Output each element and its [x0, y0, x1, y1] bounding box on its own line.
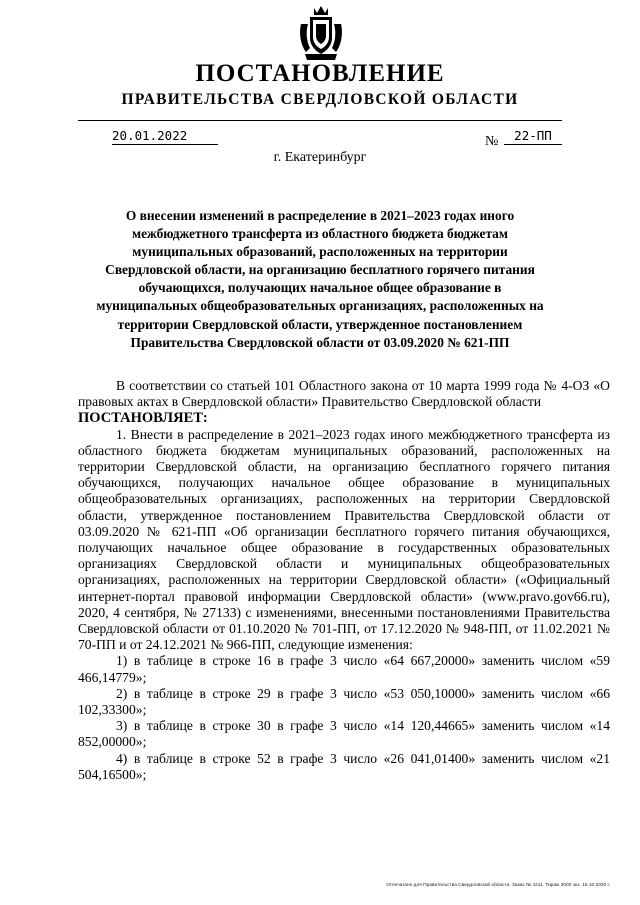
list-item: 3) в таблице в строке 30 в графе 3 число «14 120,44665» заменить числом «14 852,00000»; [78, 718, 610, 750]
issuer-title: ПРАВИТЕЛЬСТВА СВЕРДЛОВСКОЙ ОБЛАСТИ [121, 91, 519, 108]
sverdlovsk-coat-of-arms-icon [297, 4, 345, 64]
list-item: 1) в таблице в строке 16 в графе 3 число «64 667,20000» заменить числом «59 466,14779»; [78, 653, 610, 685]
resolves-heading: ПОСТАНОВЛЯЕТ: [78, 410, 208, 427]
number-label: № [485, 134, 499, 149]
document-number: 22-ПП [504, 128, 562, 145]
preamble: В соответствии со статьей 101 Областного закона от 10 марта 1999 года № 4-ОЗ «О правовых актах в Свердловской области» Правительство Свердловской области [78, 378, 610, 410]
point-1: 1. Внести в распределение в 2021–2023 годах иного межбюджетного трансферта из областного бюджета бюджетам муниципальных образований, расположенных на территории Свердловской области, на организацию бесплатного горячего питания обучающихся, получающих начальное общее образование в муниципальных общеобразовательных организациях, расположенных на территории Свердловской области, утвержденное постановлением Правительства Свердловской области от 03.09.2020 № 621-ПП «Об организации бесплатного горячего питания обучающихся, получающих начальное общее образование в государственных образовательных организациях Свердловской области и муниципальных общеобразовательных организациях, расположенных на территории Свердловской области» («Официальный интернет-портал правовой информации Свердловской области» (www.pravo.gov66.ru), 2020, 4 сентября, № 27133) с изменениями, внесенными постановлениями Правительства Свердловской области от 01.10.2020 № 701-ПП, от 17.12.2020 № 948-ПП, от 11.02.2021 № 70-ПП и от 24.12.2021 № 966-ПП, следующие изменения: [78, 426, 610, 653]
list-item: 2) в таблице в строке 29 в графе 3 число «53 050,10000» заменить числом «66 102,33300»; [78, 685, 610, 718]
city: г. Екатеринбург [273, 150, 367, 165]
list-item: 4) в таблице в строке 52 в графе 3 число «26 041,01400» заменить числом «21 504,16500»; [78, 750, 610, 782]
document-date: 20.01.2022 [112, 128, 218, 145]
document-heading: О внесении изменений в распределение в 2021–2023 годах иного межбюджетного трансферта из областного бюджета бюджетам муниципальных образований, расположенных на территории Свердловской области, на организацию бесплатного горячего питания обучающихся, получающих начальное общее образование в муниципальных общеобразовательных организациях, расположенных на территории Свердловской области, утвержденное постановлением Правительства Свердловской области от 03.09.2020 № 621-ПП [96, 208, 544, 350]
print-footer: Отпечатано для Правительства Свердловской области. Заказ № 4211. Тираж 3000 экз. 16.10.2020 г. [386, 883, 610, 888]
document-body [78, 378, 610, 783]
document-type-title: ПОСТАНОВЛЕНИЕ [195, 60, 445, 87]
header-divider [78, 120, 562, 121]
